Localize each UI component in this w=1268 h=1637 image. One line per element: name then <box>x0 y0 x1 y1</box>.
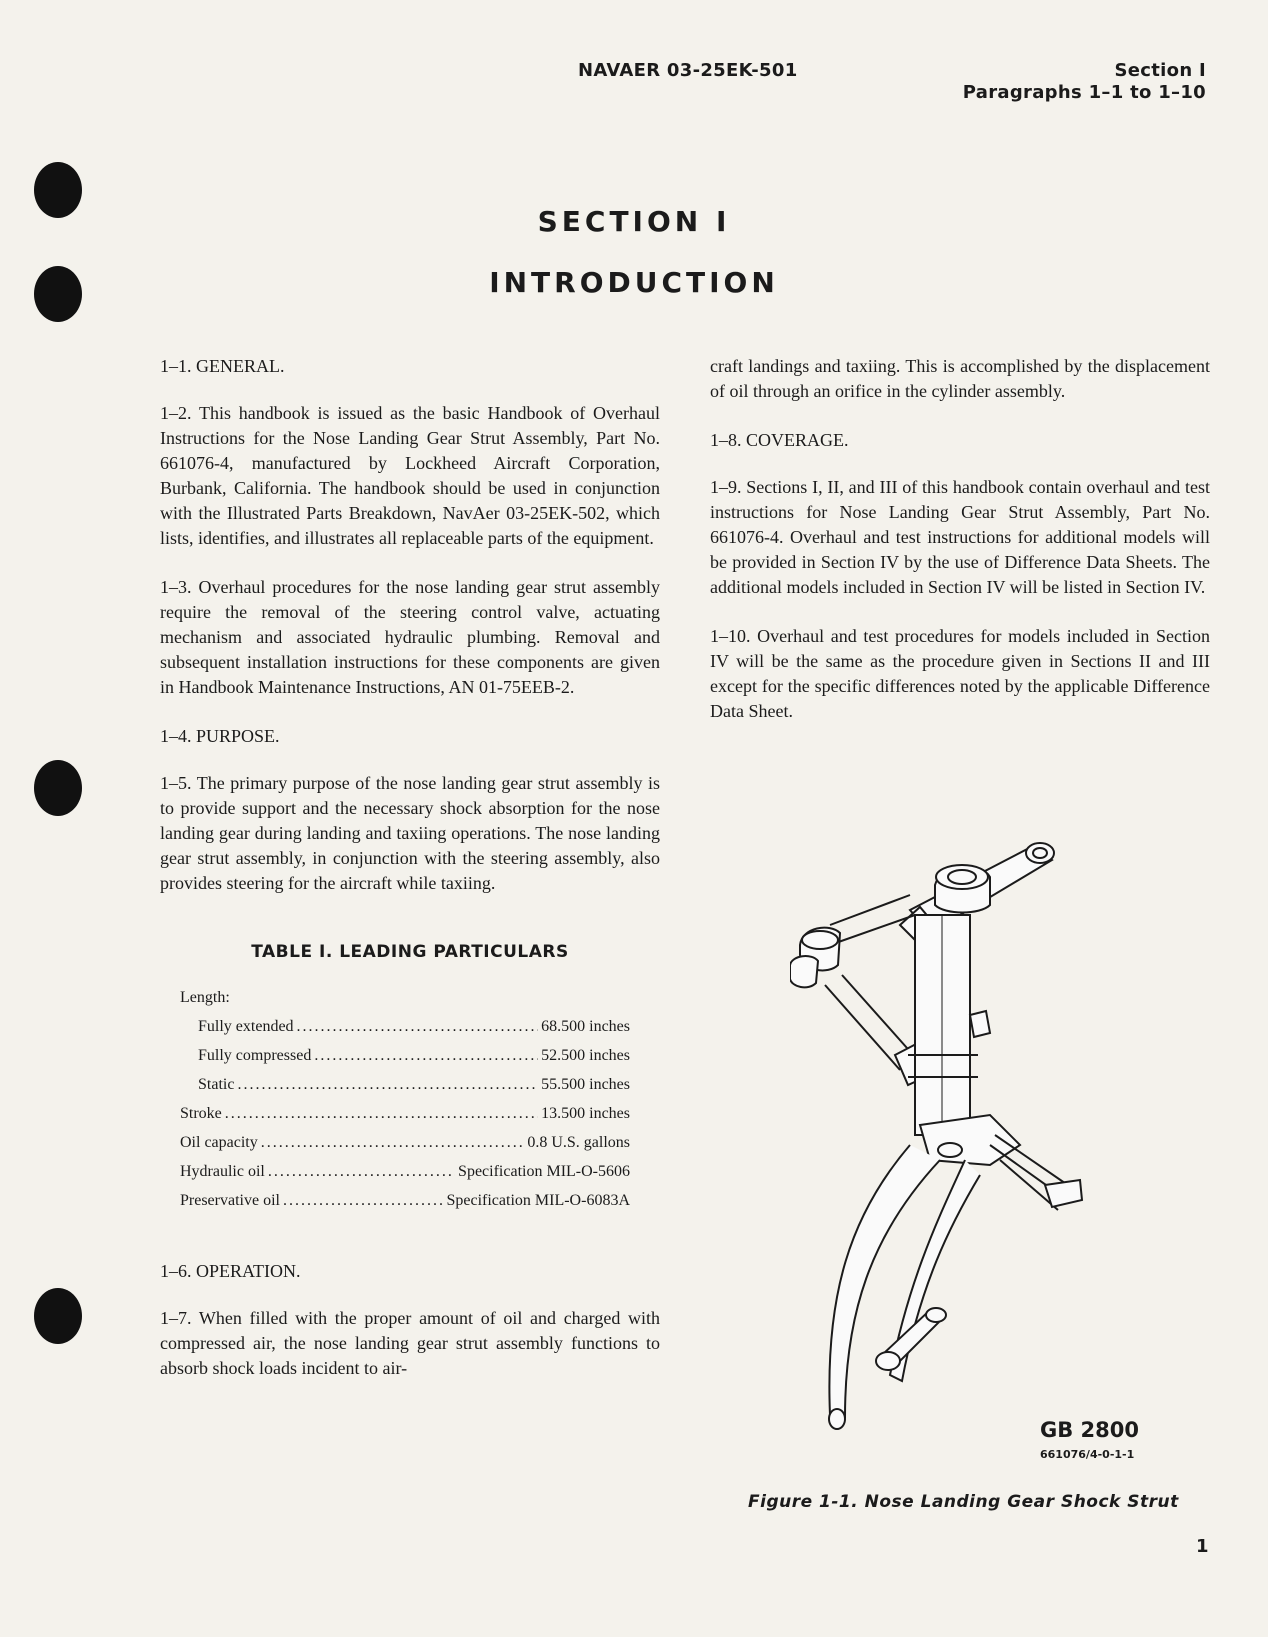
table-row: Fully compressed . . . 52.500 inches <box>180 1041 630 1070</box>
section-title: SECTION I <box>537 205 731 238</box>
paragraph-1-9: 1–9. Sections I, II, and III of this handbook contain overhaul and test instructions for Nose Landing Gear Strut Assembly, Part No. 661076-4. Overhaul and test instructions for additional models will be provided in Section IV by the use of Difference Data Sheets. The additional models included in Section IV will be listed in Section IV. <box>710 477 1210 597</box>
page-number: 1 <box>1196 1536 1209 1557</box>
table-title: TABLE I. LEADING PARTICULARS <box>251 942 569 962</box>
section-label: Section I <box>1114 60 1206 81</box>
nose-landing-gear-illustration <box>790 815 1150 1465</box>
binder-hole <box>34 760 82 816</box>
heading-operation: 1–6. OPERATION. <box>160 1261 301 1281</box>
figure-stamp: GB 2800 <box>1040 1418 1140 1442</box>
heading-general: 1–1. GENERAL. <box>160 356 285 376</box>
introduction-title: INTRODUCTION <box>489 266 779 299</box>
figure-number: 661076/4-0-1-1 <box>1040 1448 1135 1461</box>
left-column <box>160 354 660 1405</box>
table-row: Hydraulic oil . . . Specification MIL-O-5606 <box>180 1157 630 1186</box>
paragraph-1-3: 1–3. Overhaul procedures for the nose landing gear strut assembly require the removal of the steering control valve, actuating mechanism and associated hydraulic plumbing. Removal and subsequent installation instructions for these components are given in Handbook Maintenance Instructions, AN 01-75EEB-2. <box>160 577 660 697</box>
document-number: NAVAER 03-25EK-501 <box>578 60 798 81</box>
table-row: Preservative oil . . . Specification MIL-O-6083A <box>180 1186 630 1215</box>
binder-hole <box>34 1288 82 1344</box>
paragraph-1-2: 1–2. This handbook is issued as the basic Handbook of Overhaul Instructions for the Nose Landing Gear Strut Assembly, Part No. 661076-4, manufactured by Lockheed Aircraft Corporation, Burbank, California. The handbook should be used in conjunction with the Illustrated Parts Breakdown, NavAer 03-25EK-502, which lists, identifies, and illustrates all replaceable parts of the equipment. <box>160 403 660 548</box>
paragraph-1-5: 1–5. The primary purpose of the nose landing gear strut assembly is to provide support and the necessary shock absorption for the nose landing gear during landing and taxiing operations. The nose landing gear strut assembly, in conjunction with the steering assembly, also provides steering for the aircraft while taxiing. <box>160 773 660 893</box>
leading-particulars-table <box>180 983 630 1215</box>
heading-coverage: 1–8. COVERAGE. <box>710 430 849 450</box>
table-length-label: Length: <box>180 989 230 1006</box>
paragraph-1-10: 1–10. Overhaul and test procedures for models included in Section IV will be the same as the procedure given in Sections II and III except for the specific differences noted by the applicable Difference Data Sheet. <box>710 626 1210 721</box>
table-row: Fully extended . . . 68.500 inches <box>180 1012 630 1041</box>
table-row: Static . . . 55.500 inches <box>180 1070 630 1099</box>
heading-purpose: 1–4. PURPOSE. <box>160 726 280 746</box>
paragraph-1-7-continued: craft landings and taxiing. This is accomplished by the displacement of oil through an orifice in the cylinder assembly. <box>710 356 1210 401</box>
right-column <box>710 354 1210 748</box>
figure-caption: Figure 1-1. Nose Landing Gear Shock Strut <box>748 1492 1179 1512</box>
table-row: Stroke . . . 13.500 inches <box>180 1099 630 1128</box>
table-row: Oil capacity . . . 0.8 U.S. gallons <box>180 1128 630 1157</box>
paragraph-range: Paragraphs 1–1 to 1–10 <box>962 82 1206 103</box>
paragraph-1-7: 1–7. When filled with the proper amount of oil and charged with compressed air, the nose landing gear strut assembly functions to absorb shock loads incident to air- <box>160 1308 660 1378</box>
